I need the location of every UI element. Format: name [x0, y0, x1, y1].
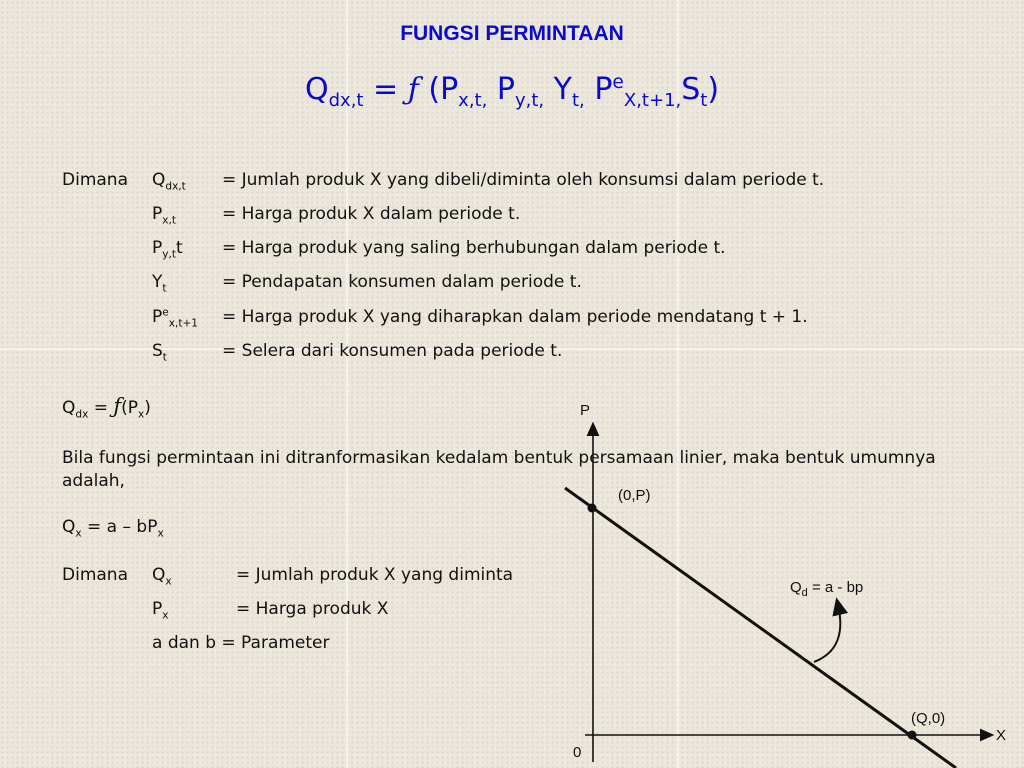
definition-symbol: $P^e_{x,t+1}$	[152, 306, 198, 330]
definition-symbol: $Q_{dx,t}$	[152, 170, 186, 193]
y-intercept-label: (0,P)	[618, 487, 651, 504]
definition-symbol: $P_{x,t}$	[152, 204, 176, 227]
definition-text: = Harga produk X	[236, 599, 389, 619]
x-intercept-point	[908, 731, 917, 740]
definition-text: = Pendapatan konsumen dalam periode t.	[222, 272, 582, 292]
curve-label-arrow	[814, 605, 840, 662]
demand-curve-line	[565, 488, 956, 768]
linear-intro-paragraph: Bila fungsi permintaan ini ditranformasikan kedalam bentuk persamaan linier, maka bentuk umumnya adalah,	[62, 448, 936, 491]
demand-function-formula: $Q_{dx,t}$ = ƒ ($P_{x,t,}$ $P_{y,t,}$ $Y_{t,}$ $P^e_{X,t+1,}S_t$)	[305, 72, 720, 111]
definition-symbol: $Y_t$	[152, 272, 167, 295]
definition-symbol: $P_{y,t}t$	[152, 238, 183, 261]
definition-text: = Jumlah produk X yang diminta	[236, 565, 514, 585]
definition-text: = Harga produk X yang diharapkan dalam periode mendatang t + 1.	[222, 307, 808, 327]
y-axis-label: P	[580, 402, 591, 419]
definition-symbol: $P_x$	[152, 599, 169, 622]
linear-demand-equation: $Q_x = a - bP_x$	[62, 517, 164, 540]
definition-text: = Jumlah produk X yang dibeli/diminta oleh konsumsi dalam periode t.	[222, 170, 825, 190]
parameter-note: a dan b = Parameter	[152, 633, 330, 653]
y-intercept-point	[588, 504, 597, 513]
definition-text: = Harga produk X dalam periode t.	[222, 204, 521, 224]
curve-label: $Q_d = a$ - bp	[790, 579, 864, 599]
definition-symbol: $Q_x$	[152, 565, 172, 588]
simple-demand-function: $Q_{dx}$ = $ƒ(P_x)$	[62, 394, 151, 421]
origin-label: 0	[573, 744, 582, 761]
definition-text: = Selera dari konsumen pada periode t.	[222, 341, 563, 361]
x-intercept-label: (Q,0)	[911, 710, 946, 727]
definitions2-intro: Dimana	[62, 565, 128, 585]
definition-text: = Harga produk yang saling berhubungan dalam periode t.	[222, 238, 726, 258]
slide-title: FUNGSI PERMINTAAN	[400, 22, 624, 45]
definitions-intro: Dimana	[62, 170, 128, 190]
x-axis-label: X	[996, 727, 1007, 744]
definition-symbol: $S_t$	[152, 341, 167, 364]
